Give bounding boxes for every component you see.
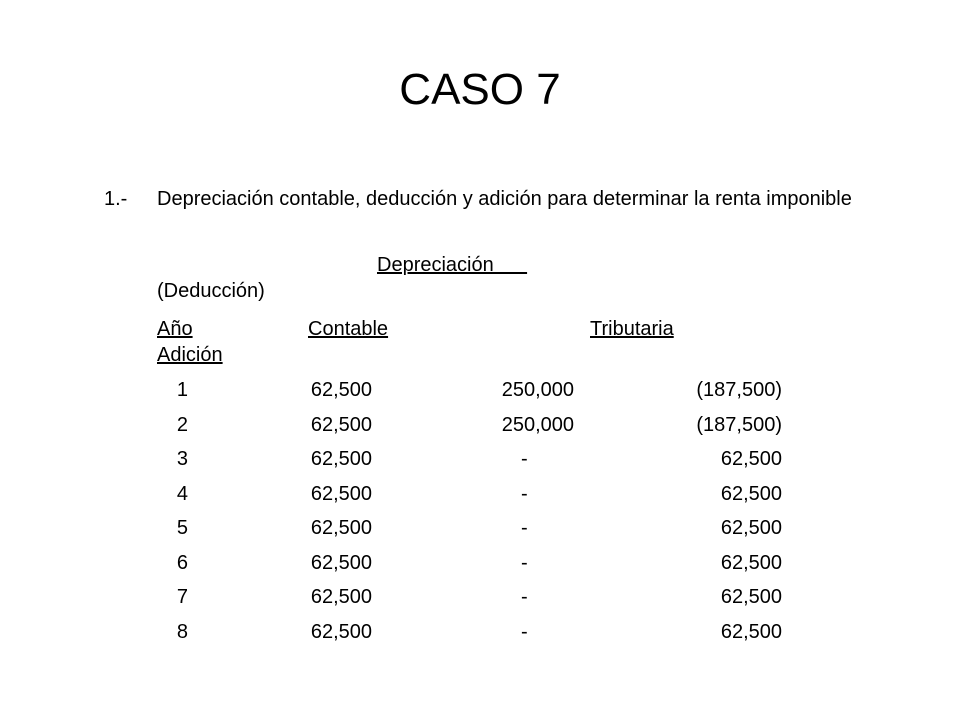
- table-row: [0, 446, 960, 481]
- cell-tax: -: [521, 586, 528, 608]
- slide-title: CASO 7: [399, 65, 561, 114]
- cell-tax: -: [521, 448, 528, 470]
- cell-accounting: 62,500: [310, 482, 372, 505]
- depreciation-group-header: Depreciación: [377, 254, 528, 276]
- cell-accounting: 62,500: [310, 448, 372, 470]
- cell-accounting: 62,500: [310, 517, 372, 539]
- deduction-label: (Deducción): [157, 280, 265, 302]
- table-row: [0, 550, 960, 585]
- table-row: [0, 515, 960, 550]
- cell-year: 7: [176, 586, 188, 608]
- cell-year: 3: [176, 448, 188, 470]
- cell-tax: 250,000: [501, 379, 574, 401]
- cell-year: 4: [176, 482, 188, 505]
- table-row: [0, 584, 960, 619]
- column-header-addition: Adición: [157, 344, 223, 366]
- cell-tax: -: [521, 551, 528, 574]
- cell-addition: 62,500: [720, 620, 782, 643]
- item-number: 1.-: [104, 188, 128, 210]
- cell-tax: -: [521, 620, 528, 643]
- cell-tax: -: [521, 517, 528, 539]
- cell-year: 5: [176, 517, 188, 539]
- cell-year: 1: [176, 379, 188, 401]
- cell-accounting: 62,500: [310, 379, 372, 401]
- cell-accounting: 62,500: [310, 586, 372, 608]
- cell-addition: (187,500): [696, 413, 782, 436]
- cell-addition: 62,500: [720, 517, 782, 539]
- depreciation-table: [0, 377, 960, 653]
- table-row: [0, 481, 960, 516]
- cell-accounting: 62,500: [310, 551, 372, 574]
- cell-addition: 62,500: [720, 551, 782, 574]
- item-description: Depreciación contable, deducción y adición para determinar la renta imponible: [157, 188, 852, 210]
- cell-addition: 62,500: [720, 448, 782, 470]
- cell-tax: 250,000: [501, 413, 574, 436]
- column-header-tax: Tributaria: [590, 318, 674, 340]
- column-header-accounting: Contable: [308, 318, 389, 340]
- table-row: [0, 619, 960, 654]
- cell-tax: -: [521, 482, 528, 505]
- cell-addition: 62,500: [720, 586, 782, 608]
- cell-addition: (187,500): [696, 379, 782, 401]
- cell-addition: 62,500: [720, 482, 782, 505]
- cell-year: 8: [176, 620, 188, 643]
- table-row: [0, 377, 960, 412]
- cell-year: 6: [176, 551, 188, 574]
- cell-year: 2: [176, 413, 188, 436]
- cell-accounting: 62,500: [310, 620, 372, 643]
- table-row: [0, 412, 960, 447]
- cell-accounting: 62,500: [310, 413, 372, 436]
- column-header-year: Año: [157, 318, 193, 340]
